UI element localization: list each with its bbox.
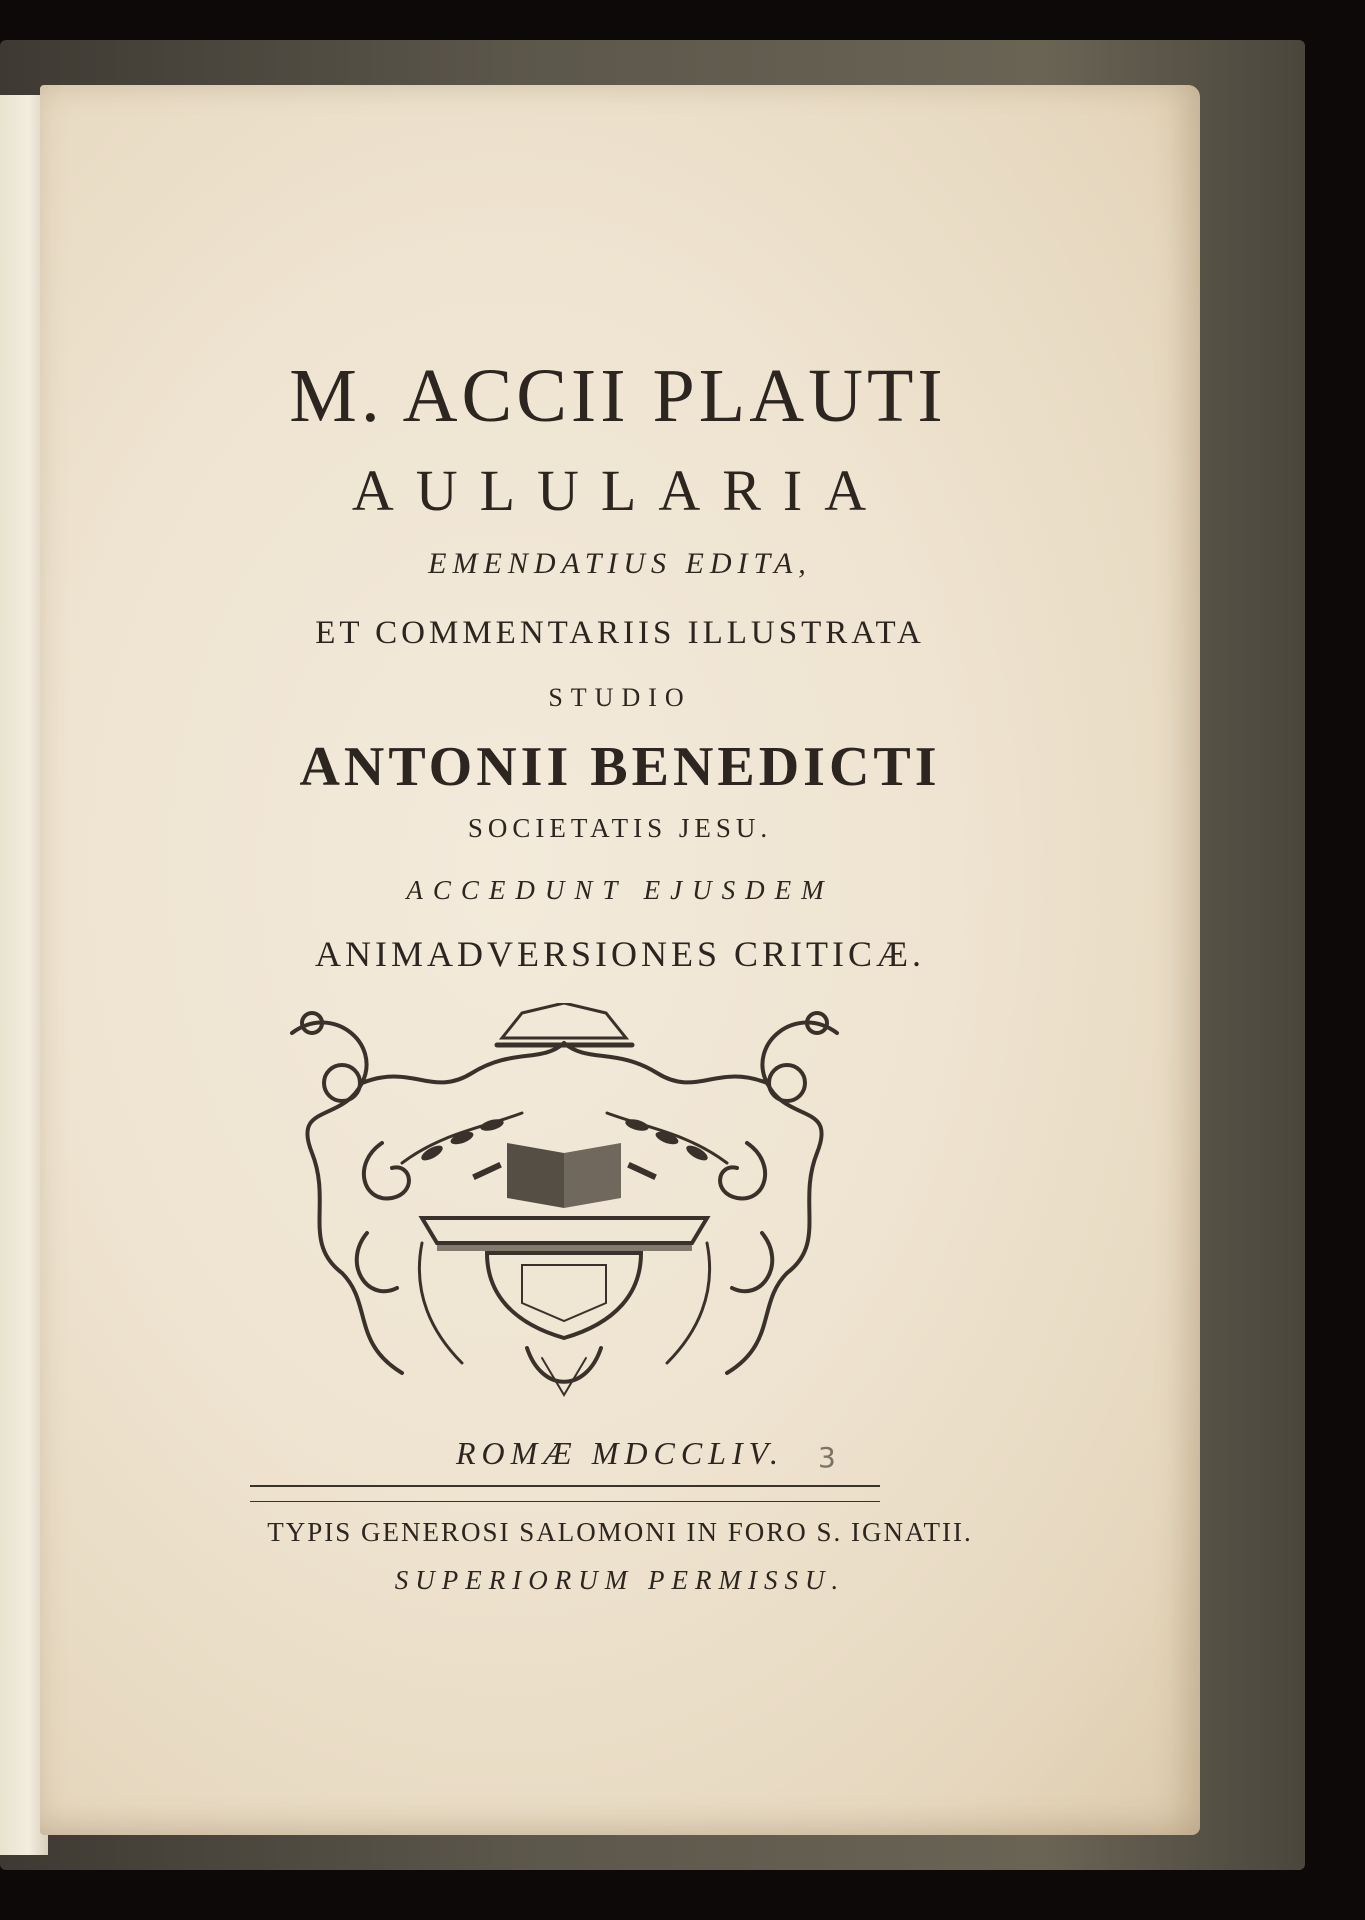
- printer-line: TYPIS GENEROSI SALOMONI IN FORO S. IGNATII.: [267, 1517, 973, 1547]
- editor-name: ANTONII BENEDICTI: [299, 736, 941, 798]
- commentary-line: ET COMMENTARIIS ILLUSTRATA: [315, 615, 925, 651]
- permission-line: SUPERIORUM PERMISSU.: [394, 1565, 846, 1595]
- work-title: AULULARIA: [351, 458, 889, 523]
- imprint-rule-thin: [250, 1501, 880, 1502]
- edition-line: EMENDATIUS EDITA,: [428, 547, 812, 580]
- studio-line: STUDIO: [548, 683, 692, 712]
- imprint-rule: [250, 1485, 880, 1487]
- author-title: M. ACCII PLAUTI: [289, 354, 947, 438]
- accedunt-line: ACCEDUNT EJUSDEM: [406, 875, 834, 905]
- animadversiones-line: ANIMADVERSIONES CRITICÆ.: [314, 934, 926, 974]
- title-page: [40, 85, 1200, 1835]
- printers-ornament-icon: [272, 1003, 857, 1408]
- society-line: SOCIETATIS JESU.: [467, 813, 773, 843]
- imprint-place-date: ROMÆ MDCCLIV.: [455, 1435, 785, 1471]
- pencil-annotation: 3: [818, 1441, 836, 1474]
